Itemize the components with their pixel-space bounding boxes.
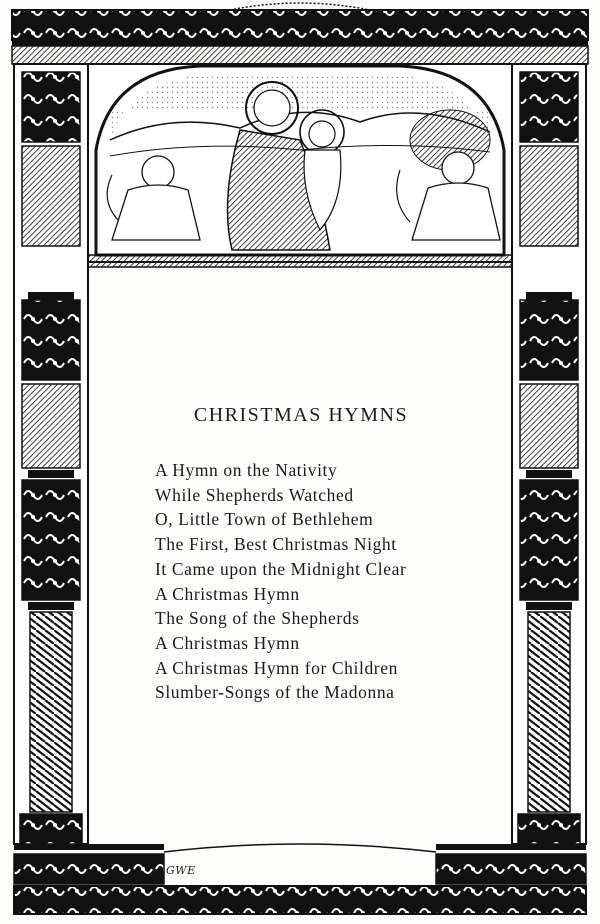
hymn-item: It Came upon the Midnight Clear [155,558,407,579]
top-ornament-band [12,3,588,64]
hymn-item: The First, Best Christmas Night [155,534,397,555]
hymn-item: While Shepherds Watched [155,484,354,505]
artist-monogram: GWE [166,864,196,877]
right-pillar [512,64,586,844]
bottom-ornament-band [14,844,586,914]
hymn-item: O, Little Town of Bethlehem [155,509,374,530]
hymn-item: A Christmas Hymn [155,583,300,604]
nativity-illustration [88,64,512,267]
contents-panel [92,268,510,828]
hymn-list [155,458,406,705]
left-pillar [14,64,88,844]
hymn-item: A Christmas Hymn for Children [155,657,398,678]
hymn-item: The Song of the Shepherds [155,608,360,629]
hymn-item: A Christmas Hymn [155,632,300,653]
page-title: CHRISTMAS HYMNS [193,404,409,426]
hymn-item: Slumber-Songs of the Madonna [155,682,395,703]
hymn-item: A Hymn on the Nativity [155,460,338,480]
